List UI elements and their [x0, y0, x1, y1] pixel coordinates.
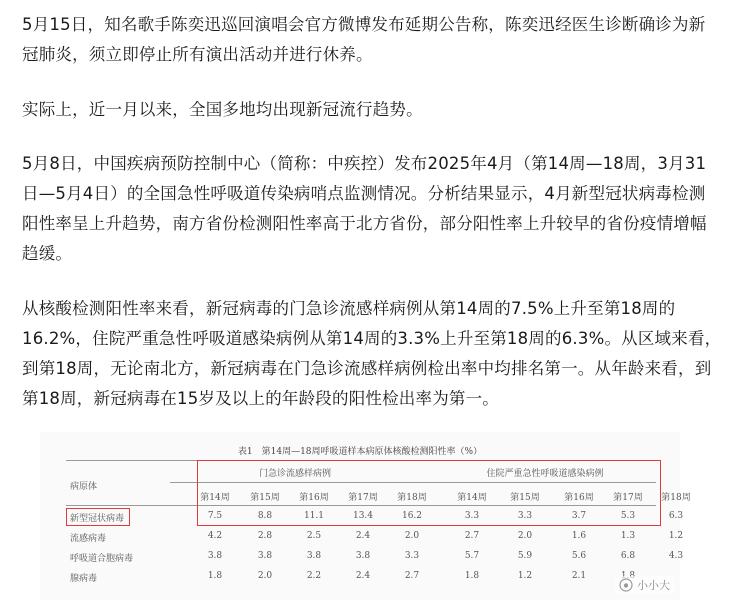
table-cell: 16.2: [401, 511, 423, 521]
week-header: 第18周: [661, 493, 691, 503]
table-cell: 3.8: [207, 551, 223, 561]
table-cell: 3.8: [257, 551, 273, 561]
table-cell: 2.8: [257, 531, 273, 541]
weibo-logo-icon: [619, 578, 633, 592]
paragraph-3: 5月8日，中国疾病预防控制中心（简称：中疾控）发布2025年4月（第14周—18周，3月31日—5月4日）的全国急性呼吸道传染病哨点监测情况。分析结果显示，4月新型冠状病毒检测阳性率呈上升趋势，南方省份检测阳性率高于北方省份，部分阳性率上升较早的省份疫情增幅趋缓。: [22, 154, 707, 263]
table-cell: 5.3: [620, 511, 636, 521]
paragraph-4: 从核酸检测阳性率来看，新冠病毒的门急诊流感样病例从第14周的7.5%上升至第18周的16.2%，住院严重急性呼吸道感染病例从第14周的3.3%上升至第18周的6.3%。从区域来看，到第18周，无论南北方，新冠病毒在门急诊流感样病例检出率中均排名第一。从年龄来看，到第18周，新冠病毒在15岁及以上的年龄段的阳性检出率为第一。: [22, 299, 722, 408]
group-outpatient-header: 门急诊流感样病例: [258, 469, 331, 479]
row-label: 呼吸道合胞病毒: [70, 554, 134, 564]
week-header: 第14周: [457, 493, 487, 503]
week-header: 第16周: [564, 493, 594, 503]
table-cell: 13.4: [352, 511, 374, 521]
table-cell: 2.1: [571, 571, 587, 581]
table-cell: 3.3: [517, 511, 533, 521]
row-label: 新型冠状病毒: [70, 514, 125, 524]
table-cell: 1.2: [668, 531, 684, 541]
table-cell: 1.8: [464, 571, 480, 581]
table-cell: 11.1: [303, 511, 325, 521]
watermark-text: 小小大: [637, 579, 670, 592]
table-cell: 6.3: [668, 511, 684, 521]
table-cell: 3.7: [571, 511, 587, 521]
table-cell: 1.2: [517, 571, 533, 581]
paragraph-1: 5月15日，知名歌手陈奕迅巡回演唱会官方微博发布延期公告称，陈奕迅经医生诊断确诊为新冠肺炎，须立即停止所有演出活动并进行休养。: [22, 15, 706, 64]
table-cell: 2.7: [464, 531, 480, 541]
group-inpatient-header: 住院严重急性呼吸道感染病例: [486, 469, 604, 479]
table-cell: 8.8: [257, 511, 273, 521]
table-cell: 2.4: [355, 571, 371, 581]
week-header: 第14周: [200, 493, 230, 503]
table-cell: 4.3: [668, 551, 684, 561]
paragraph-2: 实际上，近一月以来，全国多地均出现新冠流行趋势。: [22, 100, 423, 119]
week-header: 第17周: [613, 493, 643, 503]
table-cell: 2.4: [355, 531, 371, 541]
week-header: 第16周: [299, 493, 329, 503]
row-label: 腺病毒: [70, 574, 98, 584]
week-header: 第17周: [348, 493, 378, 503]
table-cell: 3.3: [464, 511, 480, 521]
table-cell: 2.5: [306, 531, 322, 541]
table-cell: 1.8: [207, 571, 223, 581]
week-header: 第15周: [250, 493, 280, 503]
table-cell: 2.0: [517, 531, 533, 541]
table-cell: 2.7: [404, 571, 420, 581]
table-cell: 3.8: [355, 551, 371, 561]
week-header: 第15周: [510, 493, 540, 503]
table-title: 表1 第14周—18周呼吸道样本病原体核酸检测阳性率（%）: [237, 447, 483, 457]
highlight-row-label-box: [66, 508, 130, 526]
table-cell: 3.8: [306, 551, 322, 561]
table-cell: 6.8: [620, 551, 636, 561]
row-label: 流感病毒: [70, 534, 107, 544]
table-cell: 7.5: [207, 511, 223, 521]
table-cell: 2.2: [306, 571, 322, 581]
table-cell: 3.3: [404, 551, 420, 561]
table-cell: 5.6: [571, 551, 587, 561]
highlight-columns-box: [197, 460, 661, 526]
table-cell: 4.2: [207, 531, 223, 541]
table-cell: 5.9: [517, 551, 533, 561]
week-header: 第18周: [397, 493, 427, 503]
watermark: [615, 576, 674, 594]
table-cell: 1.6: [571, 531, 587, 541]
table-figure: [40, 432, 691, 600]
table-cell: 5.7: [464, 551, 480, 561]
table-cell: 2.0: [404, 531, 420, 541]
pathogen-header: 病原体: [70, 482, 98, 492]
table-cell: 2.0: [257, 571, 273, 581]
table-cell: 1.3: [620, 531, 636, 541]
